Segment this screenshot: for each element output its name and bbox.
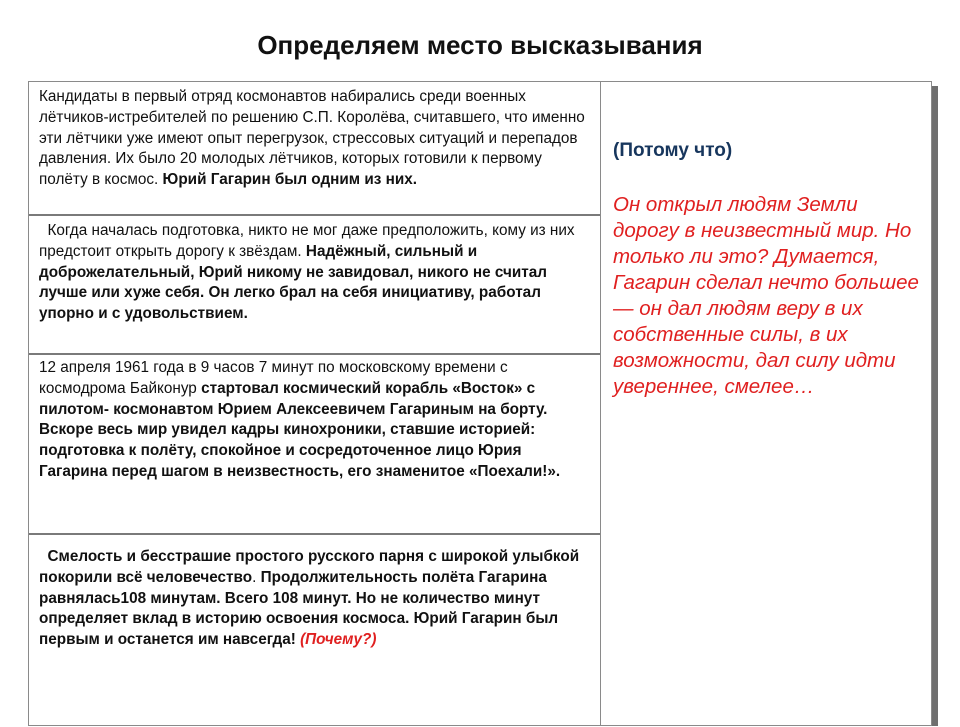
cell2-text: Когда началась подготовка, никто не мог даже предположить, кому из них предстоит открыть дорогу к звёздам. [39,222,575,260]
cell4-bold-text-1: Смелость и бесстрашие простого русского парня с широкой улыбкой покорили всё человечество [39,548,580,586]
question-text: (Почему?) [300,631,377,649]
answer-text: Он открыл людям Земли дорогу в неизвестный мир. Но только ли это? Думается, Гагарин сделал нечто большее — он дал людям веру в их собственные силы, в их возможности, дал силу идти увереннее, смелее… [613,193,919,398]
page-title: Определяем место высказывания [257,30,703,60]
text-cell-4 [29,535,600,727]
text-cell-2 [29,216,600,355]
right-column [601,82,932,725]
cell1-text: Кандидаты в первый отряд космонавтов набирались среди военных лётчиков-истребителей по решению С.П. Королёва, считавшего, что именно эти лётчики уже имеют опыт перегрузок, стрессовых ситуаций и перепадов давления. Их было 20 молодых лётчиков, которых готовили к первому полёту в космос. [39,88,585,189]
text-cell-3 [29,355,600,535]
cell3-text: 12 апреля 1961 года в 9 часов 7 минут по московскому времени с космодрома Байконур [39,359,508,397]
left-column [29,82,601,725]
cell3-bold-text: стартовал космический корабль «Восток» с пилотом- космонавтом Юрием Алексеевичем Гагариным на борту. Вскоре весь мир увидел кадры кинохроники, ставшие историей: подготовка к полёту, спокойное и сосредоточенное лицо Юрия Гагарина перед шагом в неизвестность, его знаменитое «Поехали!». [39,379,561,480]
cell4-text: . [252,568,257,586]
cell4-bold-text-2: Продолжительность полёта Гагарина равнялась108 минутам. Всего 108 минут. Но не количество минут определяет вклад в историю освоения космоса. Юрий Гагарин был первым и останется им навсегда! [39,568,559,649]
because-heading: (Потому что) [613,140,733,161]
cell2-bold-text: Надёжный, сильный и доброжелательный, Юрий никому не завидовал, никого не считал лучше или хуже себя. Он легко брал на себя инициативу, работал упорно и с удовольствием. [39,242,547,323]
content-table [28,81,932,726]
text-cell-1 [29,82,600,216]
cell1-bold-text: Юрий Гагарин был одним из них. [162,171,418,189]
